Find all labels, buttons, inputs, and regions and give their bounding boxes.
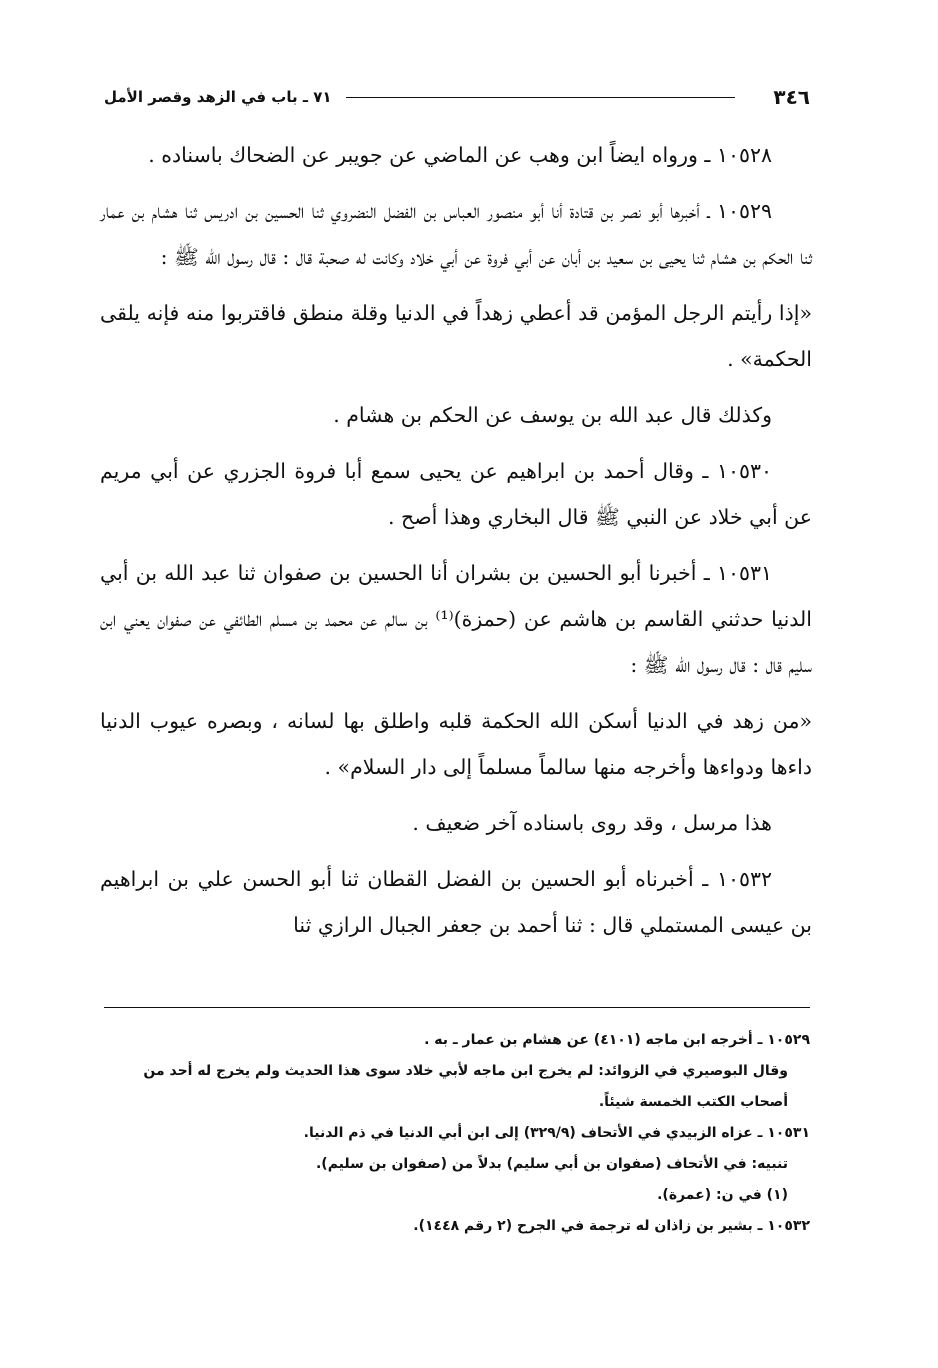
hadith-10530: ١٠٥٣٠ ـ وقال أحمد بن ابراهيم عن يحيى سمع أبا فروة الجزري عن أبي مريم عن أبي خلاد عن النبي ﷺ قال البخاري وهذا أصح . <box>100 459 812 529</box>
footnotes <box>104 1025 810 1242</box>
footnote-10532: ١٠٥٣٢ ـ بشير بن زاذان له ترجمة في الجرح (٢ رقم ١٤٤٨). <box>413 1218 810 1234</box>
page-number: ٣٤٦ <box>773 85 810 109</box>
footnote-separator <box>104 1007 810 1008</box>
chapter-title: ٧١ ـ باب في الزهد وقصر الأمل <box>104 88 332 106</box>
footnote-10531-note: تنبيه: في الأتحاف (صفوان بن أبي سليم) بدلاً من (صفوان بن سليم). <box>315 1156 788 1172</box>
hadith-10531: ١٠٥٣١ ـ أخبرنا أبو الحسين بن بشران أنا الحسين بن صفوان ثنا عبد الله بن أبي الدنيا حدثني القاسم بن هاشم عن (حمزة)⁽¹⁾ بن سالم عن محمد بن مسلم الطائفي عن صفوان يعني ابن سليم قال : قال رسول الله ﷺ : <box>100 561 813 677</box>
hadith-10528: ١٠٥٢٨ ـ ورواه ايضاً ابن وهب عن الماضي عن جويبر عن الضحاك باسناده . <box>148 143 772 167</box>
hadith-10531-quote: «من زهد في الدنيا أسكن الله الحكمة قلبه واطلق بها لسانه ، وبصره عيوب الدنيا داءها ودواءها وأخرجه منها سالماً مسلماً إلى دار السلام» . <box>100 709 812 779</box>
hadith-10529: ١٠٥٢٩ ـ أخبرها أبو نصر بن قتادة أنا أبو منصور العباس بن الفضل النضروي ثنا الحسين بن ادريس ثنا هشام بن عمار ثنا الحكم بن هشام ثنا يحيى بن سعيد بن أبان عن أبي فروة عن أبي خلاد وكانت له صحبة قال : قال رسول الله ﷺ : <box>100 199 812 269</box>
footnote-10529: ١٠٥٢٩ ـ أخرجه ابن ماجه (٤١٠١) عن هشام بن عمار ـ به . <box>424 1032 810 1048</box>
footnote-10531: ١٠٥٣١ ـ عزاه الزبيدي في الأتحاف (٣٢٩/٩) إلى ابن أبي الدنيا في ذم الدنيا. <box>303 1125 810 1141</box>
footnote-1: (١) في ن: (عمرة). <box>657 1187 788 1203</box>
main-text <box>100 132 812 958</box>
hadith-10532: ١٠٥٣٢ ـ أخبرناه أبو الحسين بن الفضل القطان ثنا أبو الحسن علي بن ابراهيم بن عيسى المستملي قال : ثنا أحمد بن جعفر الجبال الرازي ثنا <box>100 867 812 937</box>
comment-line-2: هذا مرسل ، وقد روى باسناده آخر ضعيف . <box>412 811 772 835</box>
footnote-10529-note: وقال البوصيري في الزوائد: لم يخرج ابن ماجه لأبي خلاد سوى هذا الحديث ولم يخرج له أحد من أصحاب الكتب الخمسة شيئاً. <box>143 1063 788 1110</box>
hadith-10529-quote: «إذا رأيتم الرجل المؤمن قد أعطي زهداً في الدنيا وقلة منطق فاقتربوا منه فإنه يلقى الحكمة» . <box>100 301 812 371</box>
header-rule <box>346 97 736 98</box>
running-header <box>104 82 810 112</box>
comment-line: وكذلك قال عبد الله بن يوسف عن الحكم بن هشام . <box>333 403 772 427</box>
